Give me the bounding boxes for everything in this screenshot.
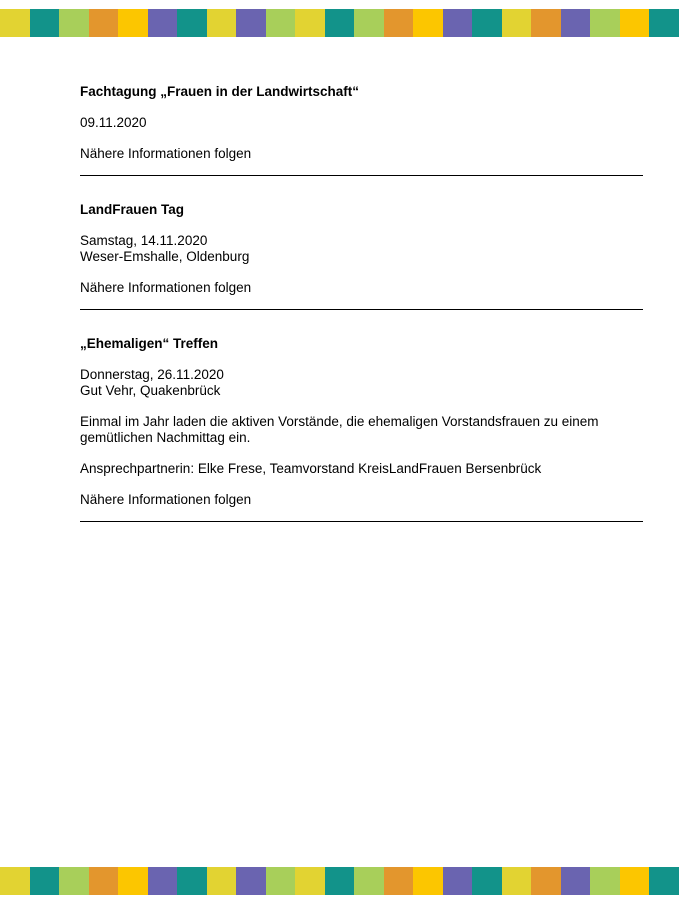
color-block [354,9,384,37]
event-title: LandFrauen Tag [80,202,185,217]
color-block [59,9,89,37]
color-block [413,9,443,37]
color-block [118,9,148,37]
color-block [502,867,532,895]
color-block [30,9,60,37]
event-location: Gut Vehr, Quakenbrück [80,383,221,398]
color-block [207,867,237,895]
event-details [80,233,643,265]
color-block [266,9,296,37]
event-list [80,84,643,548]
color-block [0,9,30,37]
color-block [30,867,60,895]
event-date: 09.11.2020 [80,115,147,130]
color-block [649,867,679,895]
color-block [561,9,591,37]
event-date: Samstag, 14.11.2020 [80,233,208,248]
color-block [148,9,178,37]
event-paragraph: Einmal im Jahr laden die aktiven Vorstände, die ehemaligen Vorstandsfrauen zu einem gemütlichen Nachmittag ein. [80,414,599,445]
color-block [177,9,207,37]
color-block [413,867,443,895]
bottom-color-stripe [0,867,681,895]
color-block [354,867,384,895]
color-block [295,9,325,37]
event-item [80,202,643,310]
color-block [620,9,650,37]
color-block [59,867,89,895]
color-block [325,9,355,37]
color-block [561,867,591,895]
color-block [531,867,561,895]
event-paragraph: Nähere Informationen folgen [80,492,252,507]
color-block [502,9,532,37]
color-block [118,867,148,895]
event-contact: Ansprechpartnerin: Elke Frese, Teamvorstand KreisLandFrauen Bersenbrück [80,461,542,476]
event-date: Donnerstag, 26.11.2020 [80,367,224,382]
color-block [0,867,30,895]
color-block [207,9,237,37]
event-paragraph: Nähere Informationen folgen [80,280,252,295]
color-block [590,867,620,895]
event-details [80,115,643,131]
color-block [325,867,355,895]
color-block [384,867,414,895]
event-details [80,367,643,399]
color-block [649,9,679,37]
event-title: „Ehemaligen“ Treffen [80,336,219,351]
color-block [236,867,266,895]
event-item [80,84,643,176]
color-block [590,9,620,37]
color-block [266,867,296,895]
top-color-stripe [0,9,681,37]
color-block [443,867,473,895]
color-block [295,867,325,895]
color-block [472,9,502,37]
event-location: Weser-Emshalle, Oldenburg [80,249,250,264]
event-item [80,336,643,522]
color-block [148,867,178,895]
color-block [236,9,266,37]
event-paragraph: Nähere Informationen folgen [80,146,252,161]
color-block [443,9,473,37]
event-title: Fachtagung „Frauen in der Landwirtschaft“ [80,84,360,99]
color-block [177,867,207,895]
color-block [620,867,650,895]
color-block [531,9,561,37]
color-block [89,867,119,895]
color-block [472,867,502,895]
color-block [89,9,119,37]
color-block [384,9,414,37]
